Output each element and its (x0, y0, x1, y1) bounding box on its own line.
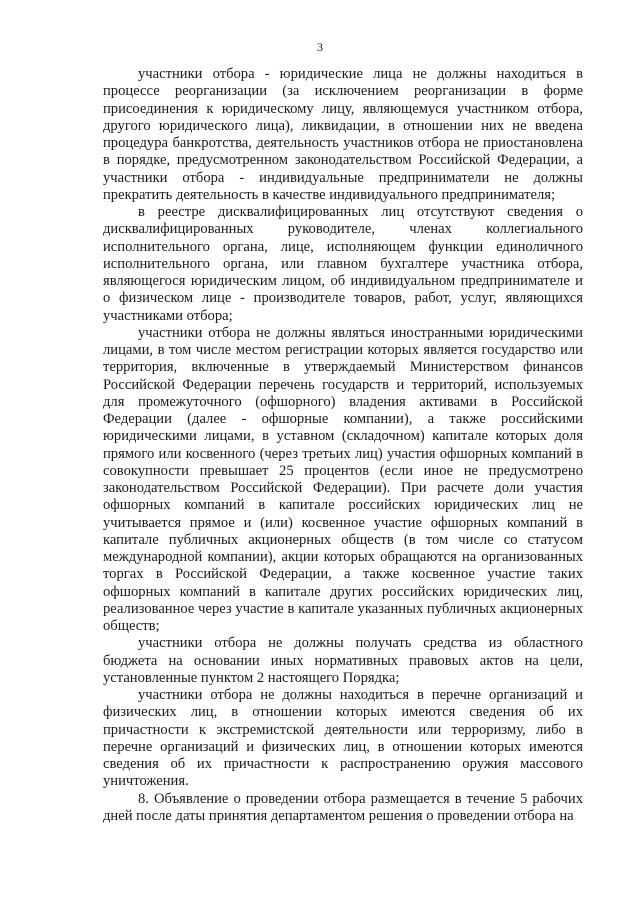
paragraph-regional-budget-clause: участники отбора не должны получать средства из областного бюджета на основании иных нормативных правовых актов на цели, установленные пунктом 2 настоящего Порядка; (103, 635, 583, 686)
paragraph-reorganization-clause: участники отбора - юридические лица не должны находиться в процессе реорганизации (за исключением реорганизации в форме присоединения к юридическому лицу, являющемуся участником отбора, другого юридического лица), ликвидации, в отношении них не введена процедура банкротства, деятельность участников отбора не приостановлена в порядке, предусмотренном законодательством Российской Федерации, а участники отбора - индивидуальные предприниматели не должны прекратить деятельность в качестве индивидуального предпринимателя; (103, 66, 583, 203)
paragraph-disqualified-persons-clause: в реестре дисквалифицированных лиц отсутствуют сведения о дисквалифицированных руководителе, членах коллегиального исполнительного органа, лице, исполняющем функции единоличного исполнительного органа, или главном бухгалтере участника отбора, являющегося юридическим лицом, об индивидуальном предпринимателе и о физическом лице - производителе товаров, работ, услуг, являющихся участниками отбора; (103, 204, 583, 324)
paragraph-extremism-list-clause: участники отбора не должны находиться в перечне организаций и физических лиц, в отношении которых имеются сведения об их причастности к экстремистской деятельности или терроризму, либо в перечне организаций и физических лиц, в отношении которых имеются сведения об их причастности к распространению оружия массового уничтожения. (103, 687, 583, 790)
paragraph-offshore-companies-clause: участники отбора не должны являться иностранными юридическими лицами, в том числе местом регистрации которых является государство или территория, включенные в утверждаемый Министерством финансов Российской Федерации перечень государств и территорий, используемых для промежуточного (офшорного) владения активами в Российской Федерации (далее - офшорные компании), а также российскими юридическими лицами, в уставном (складочном) капитале которых доля прямого или косвенного (через третьих лиц) участия офшорных компаний в совокупности превышает 25 процентов (если иное не предусмотрено законодательством Российской Федерации). При расчете доли участия офшорных компаний в капитале российских юридических лиц не учитывается прямое и (или) косвенное участие офшорных компаний в капитале публичных акционерных обществ (в том числе со статусом международной компании), акции которых обращаются на организованных торгах в Российской Федерации, а также косвенное участие таких офшорных компаний в капитале других российских юридических лиц, реализованное через участие в капитале указанных публичных акционерных обществ; (103, 324, 583, 634)
page-number: 3 (317, 40, 323, 54)
paragraph-section-8-announcement: 8. Объявление о проведении отбора размещается в течение 5 рабочих дней после даты принятия департаментом решения о проведении отбора на (103, 790, 583, 824)
document-body (103, 66, 583, 825)
